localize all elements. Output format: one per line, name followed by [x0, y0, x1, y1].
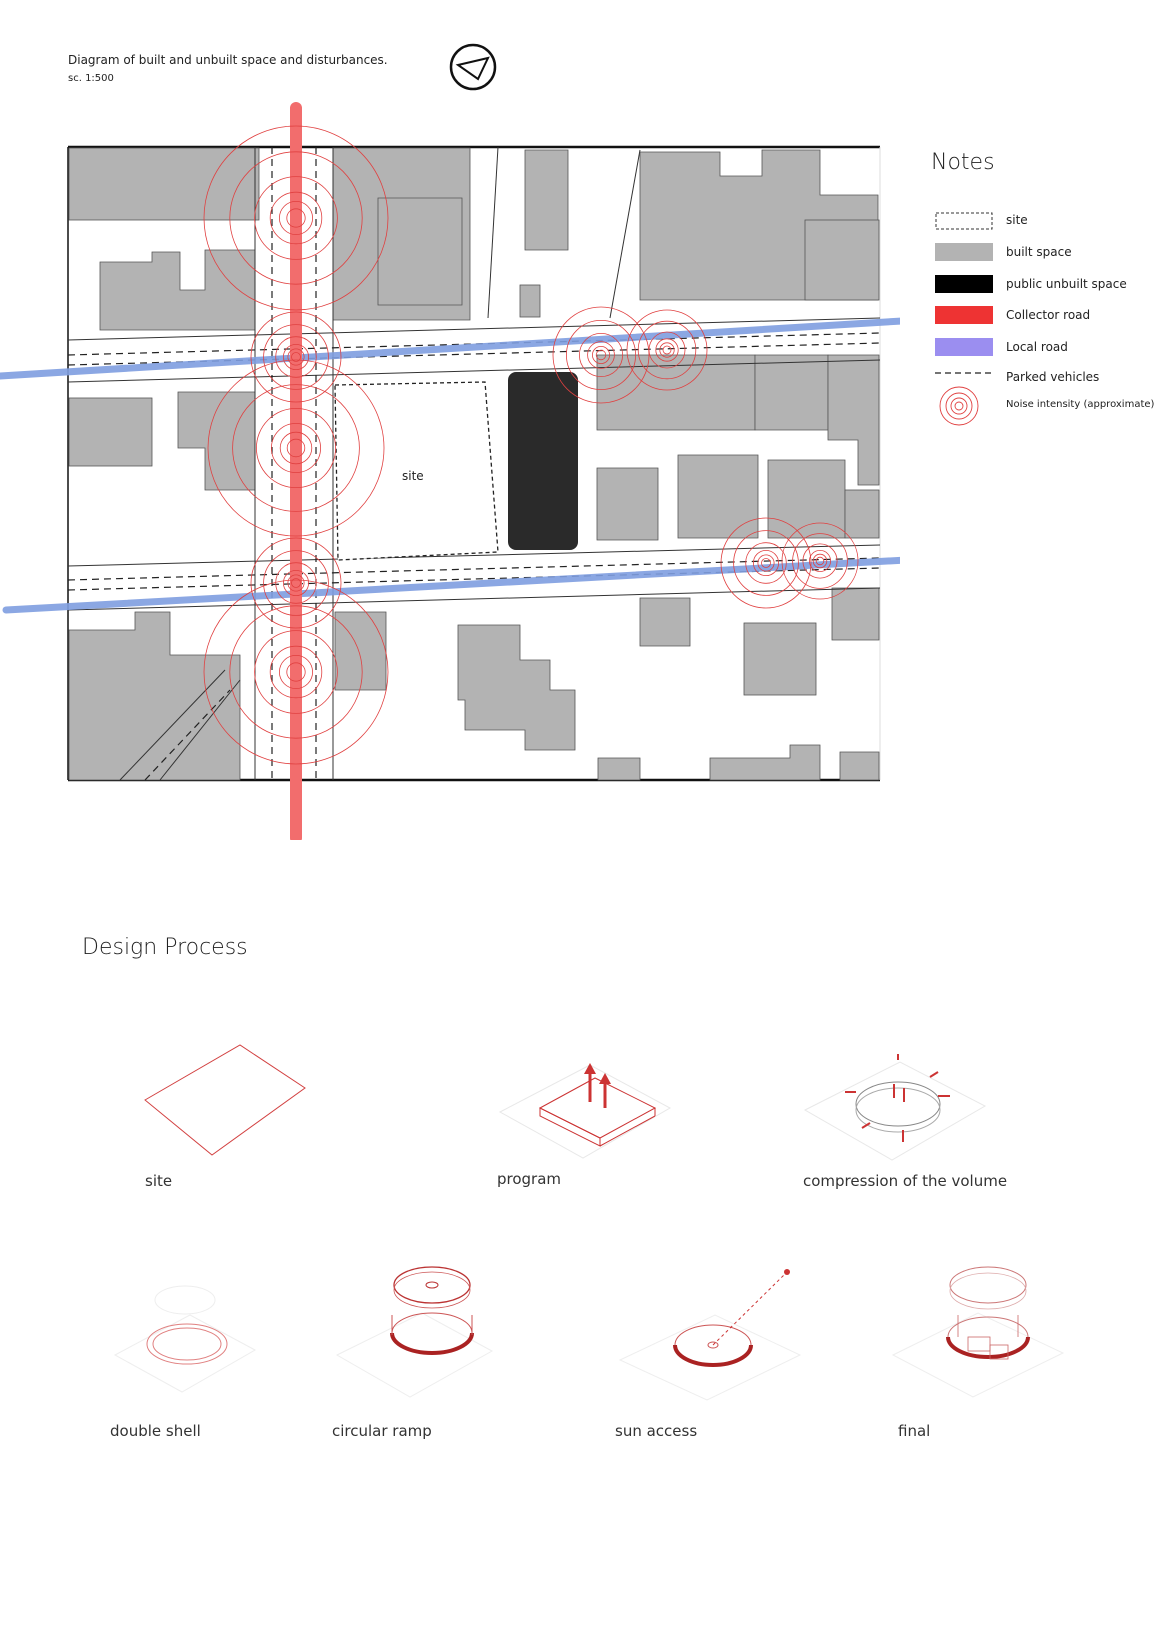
legend-built-swatch	[935, 243, 993, 261]
noise-ring	[746, 543, 787, 584]
sun-icon	[784, 1269, 790, 1275]
legend-collector-swatch	[935, 306, 993, 324]
scale-label: sc. 1:500	[68, 73, 114, 84]
step-program-figure	[495, 1030, 675, 1165]
step-double-shell-figure	[110, 1270, 260, 1400]
noise-ring	[734, 531, 799, 596]
legend-public-swatch	[935, 275, 993, 293]
noise-ring	[753, 550, 778, 575]
legend-site-label: site	[1006, 213, 1028, 227]
legend-built-label: built space	[1006, 245, 1072, 259]
step-sun-access-label: sun access	[615, 1422, 698, 1440]
public-unbuilt-space	[508, 372, 578, 550]
design-process-title: Design Process	[82, 935, 248, 960]
step-circular-ramp-label: circular ramp	[332, 1422, 432, 1440]
site-plan-map	[0, 100, 900, 840]
legend-local-swatch	[935, 338, 993, 356]
step-circular-ramp-figure	[332, 1255, 497, 1405]
step-site-figure	[140, 1040, 310, 1160]
north-arrow-icon	[448, 42, 498, 92]
legend-title: Notes	[931, 150, 995, 175]
legend-noise-label: Noise intensity (approximate)	[1006, 399, 1155, 410]
site-map-label: site	[402, 469, 424, 483]
step-site-label: site	[145, 1172, 173, 1190]
legend-local-label: Local road	[1006, 340, 1068, 354]
compression-arrow-icons	[845, 1054, 950, 1142]
noise-ring	[663, 346, 671, 354]
legend-collector-label: Collector road	[1006, 308, 1091, 322]
legend-parked-label: Parked vehicles	[1006, 370, 1100, 384]
legend-public-label: public unbuilt space	[1006, 277, 1127, 291]
legend-parked-swatch	[935, 364, 993, 382]
step-compression-label: compression of the volume	[803, 1172, 1008, 1190]
diagram-title: Diagram of built and unbuilt space and disturbances.	[68, 53, 388, 67]
step-final-figure	[888, 1255, 1068, 1405]
step-compression-figure	[800, 1040, 990, 1170]
step-program-label: program	[497, 1170, 562, 1188]
step-double-shell-label: double shell	[110, 1422, 201, 1440]
legend-site-swatch	[935, 212, 993, 230]
legend-noise-icon	[938, 385, 980, 427]
step-sun-access-figure	[615, 1265, 805, 1405]
step-final-label: final	[898, 1422, 931, 1440]
